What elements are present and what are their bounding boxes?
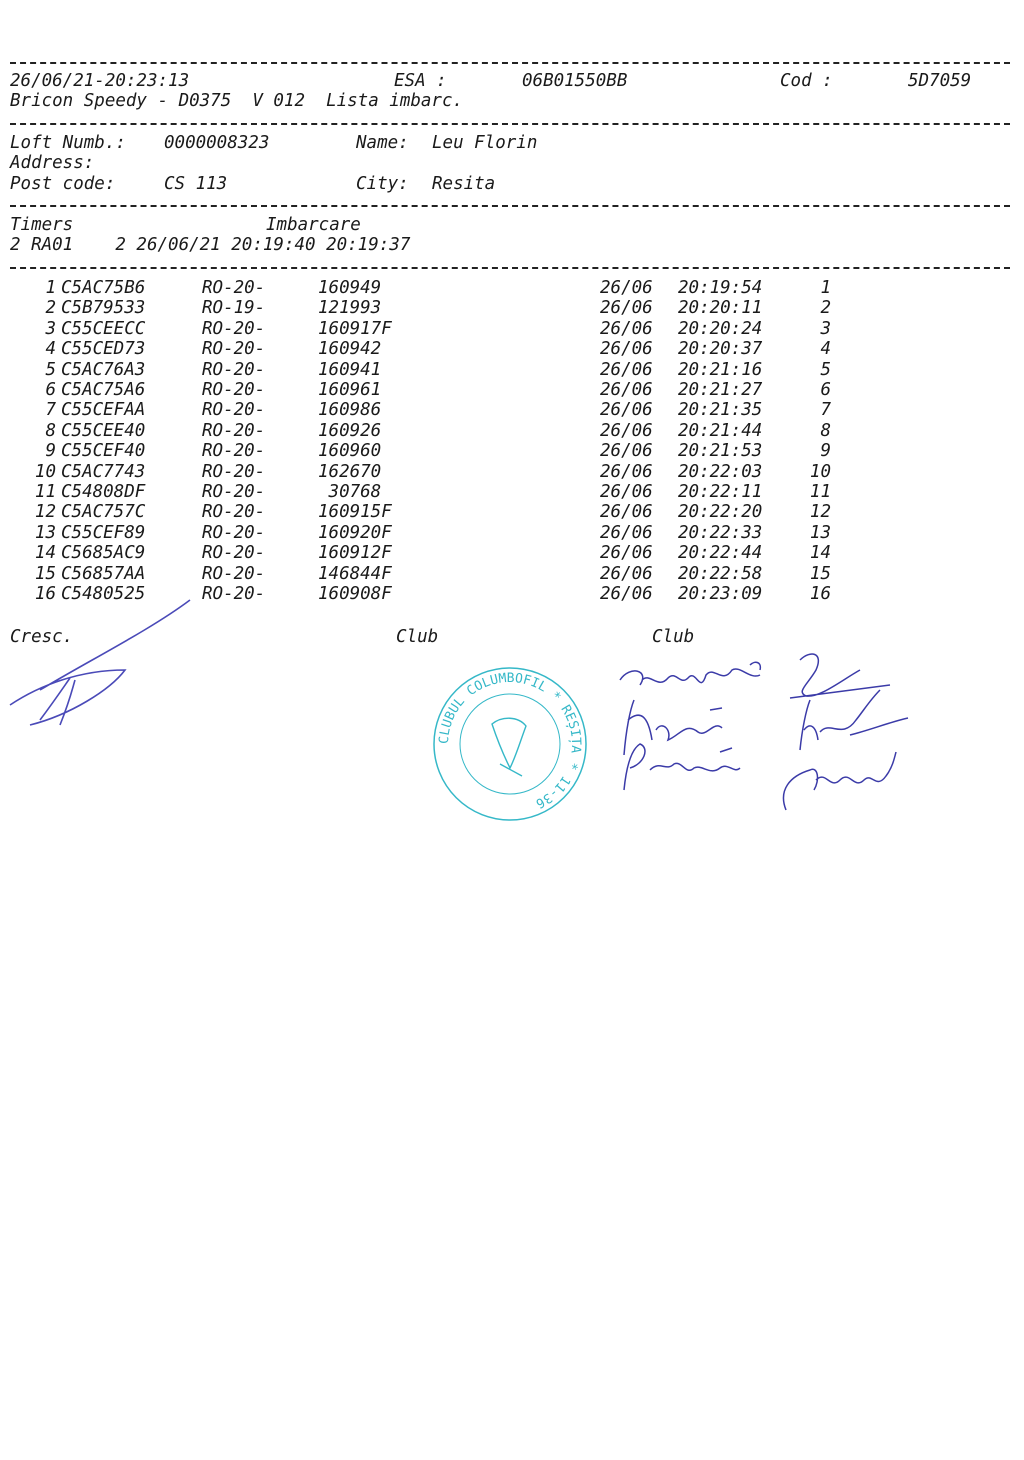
- ring-prefix: RO-20-: [202, 318, 266, 339]
- row-index: 14: [34, 543, 56, 564]
- club-signatures: [610, 640, 910, 820]
- arrival-position: 7: [820, 400, 831, 421]
- arrival-position: 1: [820, 278, 831, 298]
- arrival-position: 14: [809, 543, 831, 564]
- row-index: 9: [45, 441, 56, 462]
- device-line: Bricon Speedy - D0375 V 012 Lista imbarc.: [10, 91, 464, 111]
- ring-number: 160908F: [318, 584, 392, 604]
- cod-value: 5D7059: [908, 71, 972, 91]
- arrival-position: 10: [809, 461, 831, 482]
- arrival-date: 26/06: [600, 441, 653, 462]
- row-index: 7: [45, 400, 56, 421]
- row-index: 12: [34, 502, 56, 523]
- ring-number: 160986: [318, 400, 382, 421]
- name-label: Name:: [356, 133, 409, 153]
- arrival-time: 20:22:33: [678, 522, 763, 543]
- ring-number: 146844F: [318, 563, 392, 584]
- list-item: [0, 360, 1024, 380]
- chip-id: C55CEF40: [61, 441, 146, 462]
- ring-prefix: RO-20-: [202, 339, 266, 360]
- arrival-time: 20:21:53: [678, 441, 763, 462]
- arrival-position: 5: [820, 359, 831, 380]
- ring-prefix: RO-20-: [202, 482, 266, 502]
- arrival-date: 26/06: [600, 278, 653, 298]
- chip-id: C55CEFAA: [61, 400, 146, 421]
- cresc-label: Cresc.: [10, 627, 74, 647]
- chip-id: C56857AA: [61, 563, 146, 584]
- ring-number: 160915F: [318, 502, 392, 523]
- row-index: 15: [34, 563, 56, 584]
- chip-id: C5AC75A6: [61, 380, 146, 400]
- arrival-position: 13: [809, 522, 831, 543]
- ring-number: 30768: [318, 482, 382, 502]
- arrival-position: 8: [820, 420, 831, 441]
- imbarcare-label: Imbarcare: [266, 215, 361, 235]
- ring-number: 162670: [318, 461, 382, 482]
- club-label-2: Club: [652, 627, 695, 647]
- chip-id: C5685AC9: [61, 543, 146, 564]
- arrival-time: 20:21:16: [678, 359, 763, 380]
- chip-id: C5AC757C: [61, 502, 146, 523]
- ring-prefix: RO-20-: [202, 502, 266, 523]
- address-label: Address:: [10, 153, 95, 173]
- arrival-time: 20:22:20: [678, 502, 763, 523]
- loft-value: 0000008323: [164, 133, 270, 153]
- postcode-value: CS 113: [164, 174, 228, 194]
- ring-prefix: RO-20-: [202, 380, 266, 400]
- arrival-time: 20:22:03: [678, 461, 763, 482]
- esa-label: ESA :: [394, 71, 447, 91]
- ring-prefix: RO-20-: [202, 563, 266, 584]
- ring-prefix: RO-20-: [202, 278, 266, 298]
- row-index: 10: [34, 461, 56, 482]
- arrival-time: 20:22:58: [678, 563, 763, 584]
- chip-id: C55CEF89: [61, 522, 146, 543]
- list-item: [0, 543, 1024, 563]
- ring-prefix: RO-20-: [202, 543, 266, 564]
- ring-number: 160912F: [318, 543, 392, 564]
- timers-label: Timers: [10, 215, 74, 235]
- divider-timers: [10, 267, 1010, 269]
- ring-prefix: RO-20-: [202, 400, 266, 421]
- ring-number: 160926: [318, 420, 382, 441]
- list-item: [0, 502, 1024, 522]
- arrival-position: 16: [809, 584, 831, 604]
- ring-number: 160961: [318, 380, 382, 400]
- name-value: Leu Florin: [432, 133, 538, 153]
- list-item: [0, 278, 1024, 298]
- arrival-date: 26/06: [600, 400, 653, 421]
- ring-prefix: RO-19-: [202, 298, 266, 319]
- arrival-time: 20:23:09: [678, 584, 763, 604]
- arrival-date: 26/06: [600, 563, 653, 584]
- timers-line: 2 RA01 2 26/06/21 20:19:40 20:19:37: [10, 235, 411, 255]
- arrival-time: 20:21:27: [678, 380, 763, 400]
- ring-prefix: RO-20-: [202, 461, 266, 482]
- ring-number: 121993: [318, 298, 382, 319]
- arrival-time: 20:21:44: [678, 420, 763, 441]
- arrival-date: 26/06: [600, 461, 653, 482]
- arrival-date: 26/06: [600, 584, 653, 604]
- row-index: 5: [45, 359, 56, 380]
- chip-id: C55CED73: [61, 339, 146, 360]
- arrival-position: 4: [820, 339, 831, 360]
- chip-id: C5AC76A3: [61, 359, 146, 380]
- club-label-1: Club: [396, 627, 439, 647]
- print-datetime: 26/06/21-20:23:13: [10, 71, 190, 91]
- arrival-date: 26/06: [600, 318, 653, 339]
- ring-number: 160960: [318, 441, 382, 462]
- arrival-time: 20:19:54: [678, 278, 763, 298]
- postcode-label: Post code:: [10, 174, 116, 194]
- arrival-position: 6: [820, 380, 831, 400]
- chip-id: C55CEECC: [61, 318, 146, 339]
- ring-number: 160941: [318, 359, 382, 380]
- ring-number: 160942: [318, 339, 382, 360]
- list-item: [0, 441, 1024, 461]
- chip-id: C5B79533: [61, 298, 146, 319]
- arrival-date: 26/06: [600, 482, 653, 502]
- ring-prefix: RO-20-: [202, 522, 266, 543]
- ring-prefix: RO-20-: [202, 420, 266, 441]
- row-index: 13: [34, 522, 56, 543]
- arrival-date: 26/06: [600, 502, 653, 523]
- arrival-position: 11: [809, 482, 831, 502]
- arrival-position: 2: [820, 298, 831, 319]
- list-item: [0, 462, 1024, 482]
- arrival-time: 20:20:24: [678, 318, 763, 339]
- ring-prefix: RO-20-: [202, 359, 266, 380]
- cod-label: Cod :: [780, 71, 833, 91]
- list-item: [0, 482, 1024, 502]
- chip-id: C5AC75B6: [61, 278, 146, 298]
- arrival-date: 26/06: [600, 359, 653, 380]
- city-value: Resita: [432, 174, 496, 194]
- arrival-date: 26/06: [600, 298, 653, 319]
- arrival-date: 26/06: [600, 522, 653, 543]
- row-index: 1: [45, 278, 56, 298]
- list-item: [0, 339, 1024, 359]
- chip-id: C54808DF: [61, 482, 146, 502]
- chip-id: C5AC7743: [61, 461, 146, 482]
- arrival-time: 20:20:37: [678, 339, 763, 360]
- divider-loft: [10, 205, 1010, 207]
- ring-number: 160917F: [318, 318, 392, 339]
- divider-header: [10, 123, 1010, 125]
- club-stamp: [430, 664, 590, 824]
- esa-value: 06B01550BB: [522, 71, 628, 91]
- list-item: [0, 380, 1024, 400]
- ring-number: 160920F: [318, 522, 392, 543]
- arrival-position: 12: [809, 502, 831, 523]
- breeder-signature: [0, 590, 200, 740]
- ring-prefix: RO-20-: [202, 584, 266, 604]
- arrival-position: 3: [820, 318, 831, 339]
- row-index: 2: [45, 298, 56, 319]
- row-index: 8: [45, 420, 56, 441]
- ring-number: 160949: [318, 278, 382, 298]
- list-item: [0, 400, 1024, 420]
- svg-text:CLUBUL COLUMBOFIL * REȘIȚA * 1: [437, 671, 583, 811]
- list-item: [0, 564, 1024, 584]
- row-index: 16: [34, 584, 56, 604]
- arrival-time: 20:21:35: [678, 400, 763, 421]
- list-item: [0, 523, 1024, 543]
- arrival-date: 26/06: [600, 339, 653, 360]
- chip-id: C55CEE40: [61, 420, 146, 441]
- list-item: [0, 421, 1024, 441]
- divider-top: [10, 62, 1010, 64]
- list-item: [0, 319, 1024, 339]
- loft-label: Loft Numb.:: [10, 133, 126, 153]
- arrival-time: 20:22:44: [678, 543, 763, 564]
- chip-id: C5480525: [61, 584, 146, 604]
- row-index: 4: [45, 339, 56, 360]
- row-index: 6: [45, 380, 56, 400]
- stamp-text: CLUBUL COLUMBOFIL * REȘIȚA * 11-36: [436, 670, 584, 811]
- ring-prefix: RO-20-: [202, 441, 266, 462]
- arrival-date: 26/06: [600, 543, 653, 564]
- list-item: [0, 298, 1024, 318]
- row-index: 11: [34, 482, 56, 502]
- arrival-position: 15: [809, 563, 831, 584]
- arrival-position: 9: [820, 441, 831, 462]
- arrival-time: 20:22:11: [678, 482, 763, 502]
- arrival-date: 26/06: [600, 380, 653, 400]
- row-index: 3: [45, 318, 56, 339]
- city-label: City:: [356, 174, 409, 194]
- arrival-date: 26/06: [600, 420, 653, 441]
- arrival-time: 20:20:11: [678, 298, 763, 319]
